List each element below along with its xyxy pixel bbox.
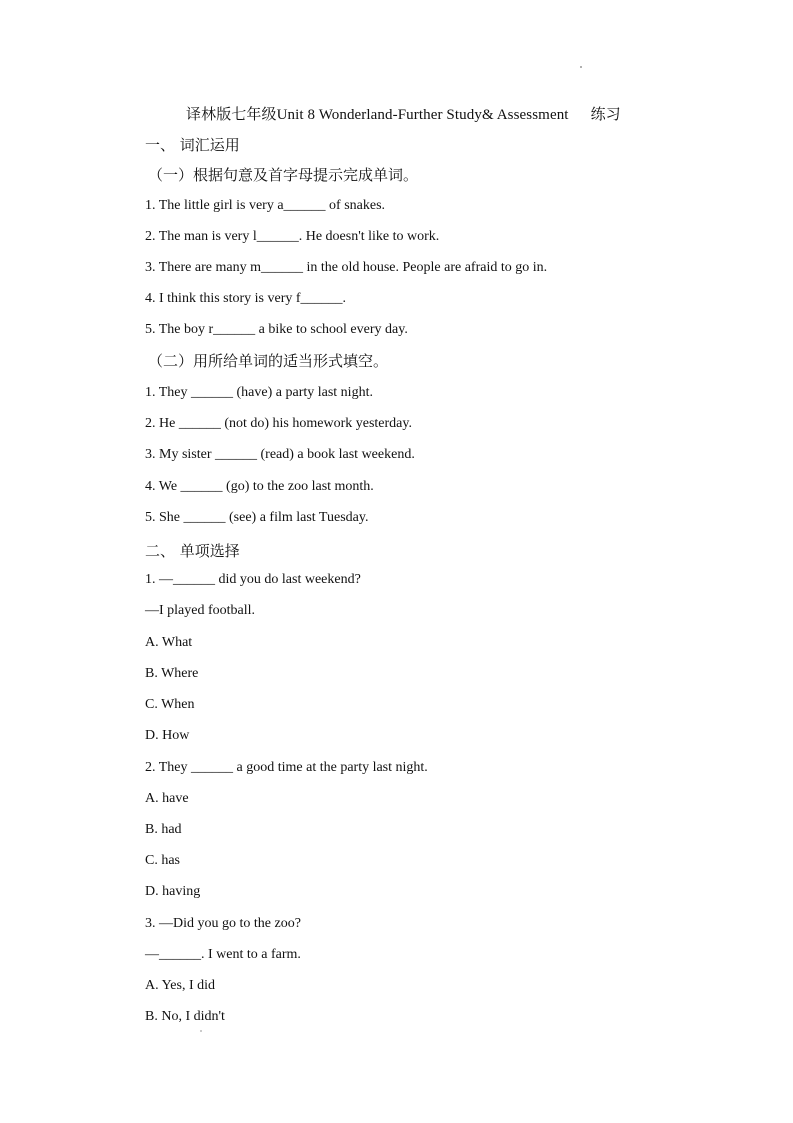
mc-option: C. has — [145, 853, 180, 868]
verb-item-2: 2. He ______ (not do) his homework yesterday. — [145, 416, 412, 431]
mc-option: B. had — [145, 822, 182, 837]
speck — [200, 1030, 202, 1032]
mc-option: B. Where — [145, 666, 199, 681]
verb-item-4: 4. We ______ (go) to the zoo last month. — [145, 479, 374, 494]
verb-item-3: 3. My sister ______ (read) a book last weekend. — [145, 447, 415, 462]
mc-line: 3. —Did you go to the zoo? — [145, 916, 301, 931]
mc-option: D. How — [145, 728, 190, 743]
mc-line: —______. I went to a farm. — [145, 947, 301, 962]
vocab-item-3: 3. There are many m______ in the old house. People are afraid to go in. — [145, 260, 548, 275]
mc-option: A. What — [145, 635, 193, 650]
mc-option: A. have — [145, 791, 189, 806]
part-2-heading: （二）用所给单词的适当形式填空。 — [148, 352, 389, 370]
verb-item-5: 5. She ______ (see) a film last Tuesday. — [145, 510, 369, 525]
mc-option: B. No, I didn't — [145, 1009, 225, 1024]
mc-line: —I played football. — [145, 603, 256, 618]
title-main: 译林版七年级Unit 8 Wonderland-Further Study& Assessment — [186, 107, 569, 123]
part-1-heading: （一）根据句意及首字母提示完成单词。 — [148, 166, 419, 184]
verb-item-1: 1. They ______ (have) a party last night. — [145, 385, 373, 400]
mc-option: A. Yes, I did — [145, 978, 216, 993]
title-suffix: 练习 — [590, 107, 621, 123]
vocab-item-4: 4. I think this story is very f______. — [145, 291, 347, 306]
vocab-item-1: 1. The little girl is very a______ of snakes. — [145, 198, 386, 213]
vocab-item-2: 2. The man is very l______. He doesn't like to work. — [145, 229, 440, 244]
mc-line: 1. —______ did you do last weekend? — [145, 572, 361, 587]
speck — [580, 66, 582, 68]
mc-option: D. having — [145, 884, 201, 899]
vocab-item-5: 5. The boy r______ a bike to school every day. — [145, 322, 408, 337]
mc-option: C. When — [145, 697, 195, 712]
section-2-heading: 二、 单项选择 — [145, 542, 240, 560]
document-title — [186, 103, 621, 124]
mc-line: 2. They ______ a good time at the party last night. — [145, 760, 428, 775]
section-1-heading: 一、 词汇运用 — [145, 136, 240, 154]
